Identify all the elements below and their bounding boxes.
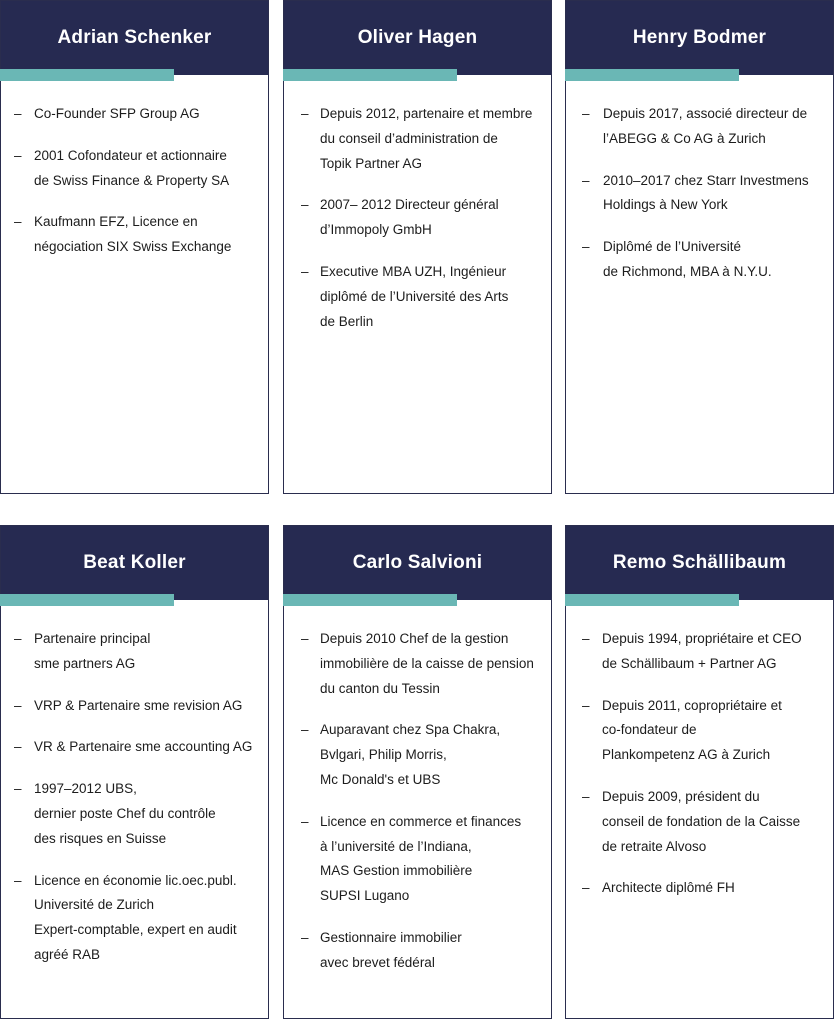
dash-bullet: – — [14, 106, 22, 121]
person-name: Henry Bodmer — [632, 27, 767, 48]
bio-item: – Co-Founder SFP Group AG — [1, 102, 268, 127]
dash-bullet: – — [14, 739, 22, 755]
person-name: Carlo Salvioni — [352, 552, 483, 573]
dash-bullet: – — [582, 788, 590, 804]
accent-bar — [0, 594, 174, 606]
bio-item: – Auparavant chez Spa Chakra, Bvlgari, Philip Morris, Mc Donald's et UBS — [284, 718, 551, 792]
bio-item: – Depuis 2012, partenaire et membre du conseil d’administration de Topik Partner AG — [284, 102, 551, 176]
dash-bullet: – — [301, 722, 309, 738]
profile-card-adrian-schenker — [0, 0, 269, 494]
profile-card-beat-koller — [0, 525, 269, 1019]
bio-item: – Licence en économie lic.oec.publ. Université de Zurich Expert-comptable, expert en audit agréé RAB — [1, 869, 268, 968]
dash-bullet: – — [14, 631, 22, 646]
dash-bullet: – — [14, 147, 22, 163]
card-header — [566, 526, 833, 600]
bio-item: – 2007– 2012 Directeur général d’Immopoly GmbH — [284, 193, 551, 243]
bio-item: – Licence en commerce et finances à l’université de l’Indiana, MAS Gestion immobilière SUPSI Lugano — [284, 810, 551, 909]
profile-card-remo-schallibaum — [565, 525, 834, 1019]
bio-item: – 1997–2012 UBS, dernier poste Chef du contrôle des risques en Suisse — [1, 777, 268, 851]
card-header — [1, 526, 268, 600]
bio-item: – 2010–2017 chez Starr Investmens Holdings à New York — [566, 169, 833, 219]
person-name: Beat Koller — [83, 552, 186, 573]
accent-bar — [0, 69, 174, 81]
dash-bullet: – — [14, 697, 22, 713]
bio-list — [284, 102, 551, 351]
dash-bullet: – — [582, 239, 590, 255]
person-name: Adrian Schenker — [57, 27, 212, 48]
dash-bullet: – — [301, 813, 309, 829]
bio-item: – VR & Partenaire sme accounting AG — [1, 735, 268, 760]
accent-bar — [283, 594, 457, 606]
bio-item: – Depuis 2009, président du conseil de fondation de la Caisse de retraite Alvoso — [566, 785, 833, 859]
profile-card-oliver-hagen — [283, 0, 552, 494]
accent-bar — [283, 69, 457, 81]
card-header — [566, 1, 833, 75]
dash-bullet: – — [582, 172, 590, 188]
bio-item: – Executive MBA UZH, Ingénieur diplômé de l’Université des Arts de Berlin — [284, 260, 551, 334]
dash-bullet: – — [582, 697, 590, 713]
bio-list — [566, 627, 833, 918]
person-name: Oliver Hagen — [357, 27, 478, 48]
bio-list — [284, 627, 551, 993]
bio-item: – Depuis 2017, associé directeur de l’ABEGG & Co AG à Zurich — [566, 102, 833, 152]
bio-item: – 2001 Cofondateur et actionnaire de Swiss Finance & Property SA — [1, 144, 268, 194]
person-name: Remo Schällibaum — [612, 552, 787, 573]
dash-bullet: – — [301, 197, 309, 213]
card-header — [1, 1, 268, 75]
bio-list — [566, 102, 833, 302]
profile-card-henry-bodmer — [565, 0, 834, 494]
bio-list — [1, 102, 268, 277]
bio-item: – Partenaire principal sme partners AG — [1, 627, 268, 677]
dash-bullet: – — [582, 631, 590, 646]
bio-item: – Depuis 2011, copropriétaire et co-fondateur de Plankompetenz AG à Zurich — [566, 694, 833, 768]
dash-bullet: – — [14, 781, 22, 797]
dash-bullet: – — [14, 872, 22, 888]
bio-item: – Depuis 1994, propriétaire et CEO de Schällibaum + Partner AG — [566, 627, 833, 677]
card-header — [284, 526, 551, 600]
dash-bullet: – — [301, 106, 309, 121]
bio-list — [1, 627, 268, 985]
bio-item: – Diplômé de l’Université de Richmond, MBA à N.Y.U. — [566, 235, 833, 285]
card-header — [284, 1, 551, 75]
accent-bar — [565, 594, 739, 606]
bio-item: – Gestionnaire immobilier avec brevet fédéral — [284, 926, 551, 976]
dash-bullet: – — [301, 631, 309, 646]
dash-bullet: – — [301, 929, 309, 945]
bio-item: – Depuis 2010 Chef de la gestion immobilière de la caisse de pension du canton du Tessin — [284, 627, 551, 701]
bio-item: – Architecte diplômé FH — [566, 876, 833, 901]
bio-item: – VRP & Partenaire sme revision AG — [1, 694, 268, 719]
dash-bullet: – — [14, 214, 22, 230]
profile-card-carlo-salvioni — [283, 525, 552, 1019]
bio-item: – Kaufmann EFZ, Licence en négociation SIX Swiss Exchange — [1, 210, 268, 260]
dash-bullet: – — [301, 263, 309, 279]
accent-bar — [565, 69, 739, 81]
dash-bullet: – — [582, 106, 590, 121]
dash-bullet: – — [582, 880, 590, 896]
